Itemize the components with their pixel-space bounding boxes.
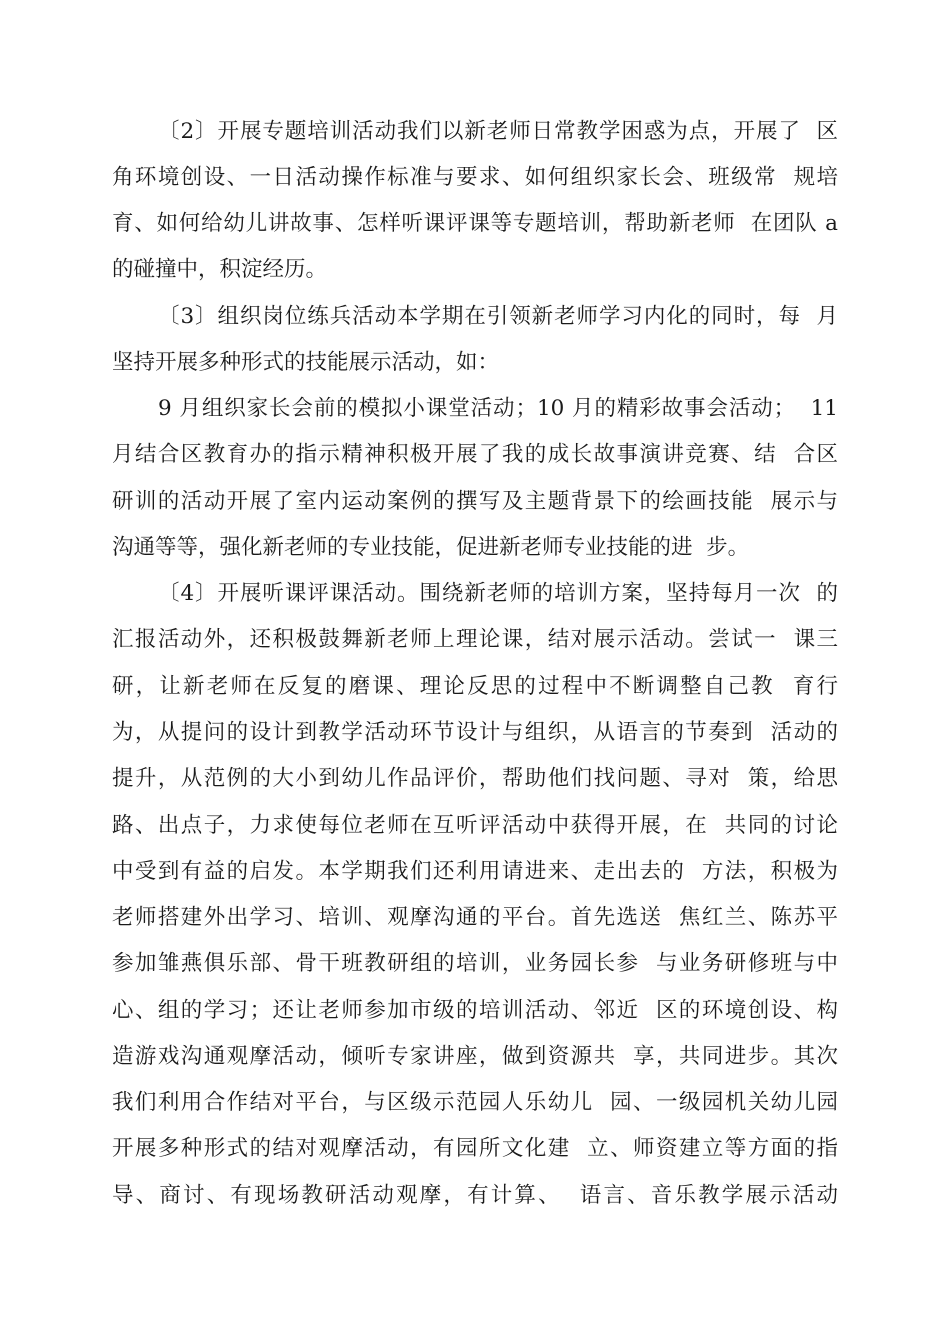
text-line: 坚持开展多种形式的技能展示活动，如：	[112, 350, 500, 375]
text-line: 造游戏沟通观摩活动，倾听专家讲座，做到资源共 享，共同进步。其次	[112, 1044, 838, 1069]
text-line: 汇报活动外，还积极鼓舞新老师上理论课，结对展示活动。尝试一 课三	[112, 627, 838, 652]
text-line: 〔2〕开展专题培训活动我们以新老师日常教学困惑为点，开展了 区	[158, 119, 838, 144]
text-line: 导、商讨、有现场教研活动观摩，有计算、 语言、音乐教学展示活动	[112, 1183, 838, 1208]
text-line: 开展多种形式的结对观摩活动，有园所文化建 立、师资建立等方面的指	[112, 1136, 838, 1161]
text-line: 我们利用合作结对平台，与区级示范园人乐幼儿 园、一级园机关幼儿园	[112, 1090, 838, 1115]
text-line: 为，从提问的设计到教学活动环节设计与组织，从语言的节奏到 活动的	[112, 720, 838, 745]
text-line: 参加雏燕俱乐部、骨干班教研组的培训，业务园长参 与业务研修班与中	[112, 951, 838, 976]
text-line: 〔3〕组织岗位练兵活动本学期在引领新老师学习内化的同时，每 月	[158, 304, 838, 329]
text-line: 沟通等等，强化新老师的专业技能，促进新老师专业技能的进 步。	[112, 535, 750, 560]
text-line: 的碰撞中，积淀经历。	[112, 257, 328, 282]
text-line: 研，让新老师在反复的磨课、理论反思的过程中不断调整自己教 育行	[112, 674, 838, 699]
text-line: 研训的活动开展了室内运动案例的撰写及主题背景下的绘画技能 展示与	[112, 489, 838, 514]
text-line: 角环境创设、一日活动操作标准与要求、如何组织家长会、班级常 规培	[112, 165, 838, 190]
text-line: 9 月组织家长会前的模拟小课堂活动；10 月的精彩故事会活动； 11	[158, 396, 838, 421]
text-line: 育、如何给幼儿讲故事、怎样听课评课等专题培训，帮助新老师 在团队 a	[112, 211, 838, 236]
text-line: 中受到有益的启发。本学期我们还利用请进来、走出去的 方法，积极为	[112, 859, 838, 884]
text-line: 〔4〕开展听课评课活动。围绕新老师的培训方案，坚持每月一次 的	[158, 581, 838, 606]
text-line: 心、组的学习；还让老师参加市级的培训活动、邻近 区的环境创设、构	[112, 998, 838, 1023]
text-line: 月结合区教育办的指示精神积极开展了我的成长故事演讲竞赛、结 合区	[112, 442, 838, 467]
text-line: 路、出点子，力求使每位老师在互听评活动中获得开展，在 共同的讨论	[112, 813, 838, 838]
text-line: 老师搭建外出学习、培训、观摩沟通的平台。首先选送 焦红兰、陈苏平	[112, 905, 838, 930]
text-line: 提升，从范例的大小到幼儿作品评价，帮助他们找问题、寻对 策，给思	[112, 766, 838, 791]
